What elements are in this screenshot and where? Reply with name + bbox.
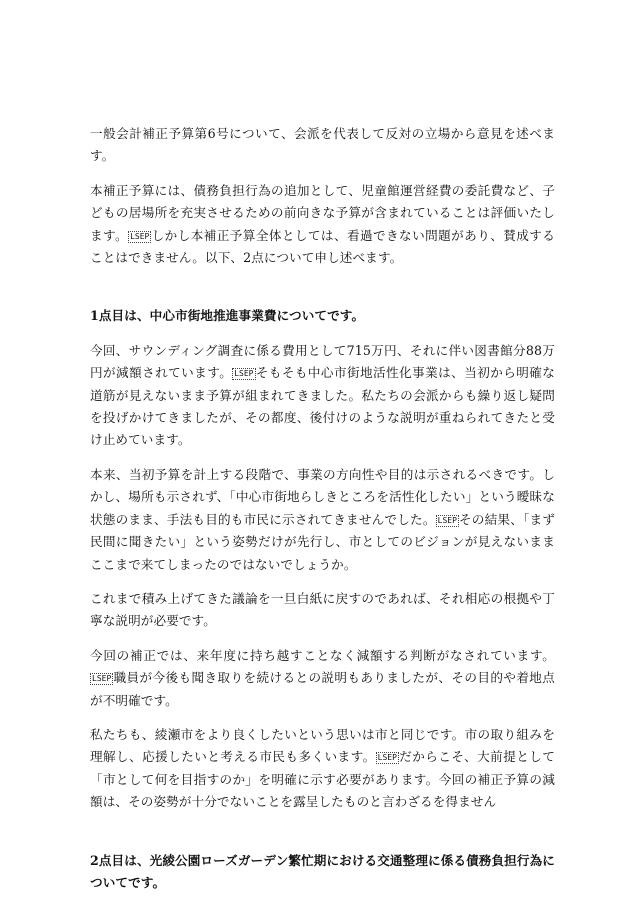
point1-heading: 1点目は、中心市街地推進事業費についてです。 <box>90 308 365 324</box>
point1-paragraph-5: 私たちも、綾瀬市をより良くしたいという思いは市と同じです。市の取り組みを理解し、応援したいと考える市民も多くいます。 LSEP だからこそ、大前提として「市として何を目指すのか」を明確に示す必要があります。今回の補正予算の減額は、その姿勢が十分でないことを露呈したものと言わざるを得ません <box>90 726 555 810</box>
line-separator-glyph: LSEP <box>92 674 112 684</box>
intro-paragraph: 一般会計補正予算第6号について、会派を代表して反対の立場から意見を述べます。 <box>90 126 555 164</box>
line-separator-glyph: LSEP <box>437 515 457 525</box>
point1-paragraph-1: 今回、サウンディング調査に係る費用として715万円、それに伴い図書館分88万円が減額されています。 LSEP そもそも中心市街地活性化事業は、当初から明確な道筋が見えないまま予算が組まれてきました。私たちの会派からも繰り返し疑問を投げかけてきましたが、その都度、後付けのような説明が重ねられてきたと受け止めています。 <box>90 342 555 448</box>
line-separator-glyph: LSEP <box>234 369 254 379</box>
overview-paragraph: 本補正予算には、債務負担行為の追加として、児童館運営経費の委託費など、子どもの居場所を充実させるための前向きな予算が含まれていることは評価いたします。 LSEP しかし本補正予算全体としては、看過できない問題があり、賛成することはできません。以下、2点について申し述べます。 <box>90 182 555 266</box>
point2-heading: 2点目は、光綾公園ローズガーデン繁忙期における交通整理に係る債務負担行為についてです。 <box>90 852 555 890</box>
point1-paragraph-4: 今回の補正では、来年度に持ち越すことなく減額する判断がなされています。LSEP 職員が今後も聞き取りを続けるとの説明もありましたが、その目的や着地点が不明確です。 <box>90 647 555 708</box>
line-separator-glyph: LSEP <box>130 231 150 241</box>
document-body <box>90 123 555 894</box>
point1-paragraph-2: 本来、当初予算を計上する段階で、事業の方向性や目的は示されるべきです。しかし、場所も示されず、「中心市街地らしきところを活性化したい」という曖昧な状態のまま、手法も目的も市民に示されてきませんでした。 LSEP その結果、「まず民間に聞きたい」という姿勢だけが先行し、市としてのビジョンが見えないままここまで来てしまったのではないでしょうか。 <box>90 466 555 572</box>
point1-paragraph-3: これまで積み上げてきた議論を一旦白紙に戻すのであれば、それ相応の根拠や丁寧な説明が必要です。 <box>90 590 555 629</box>
line-separator-glyph: LSEP <box>377 753 397 763</box>
